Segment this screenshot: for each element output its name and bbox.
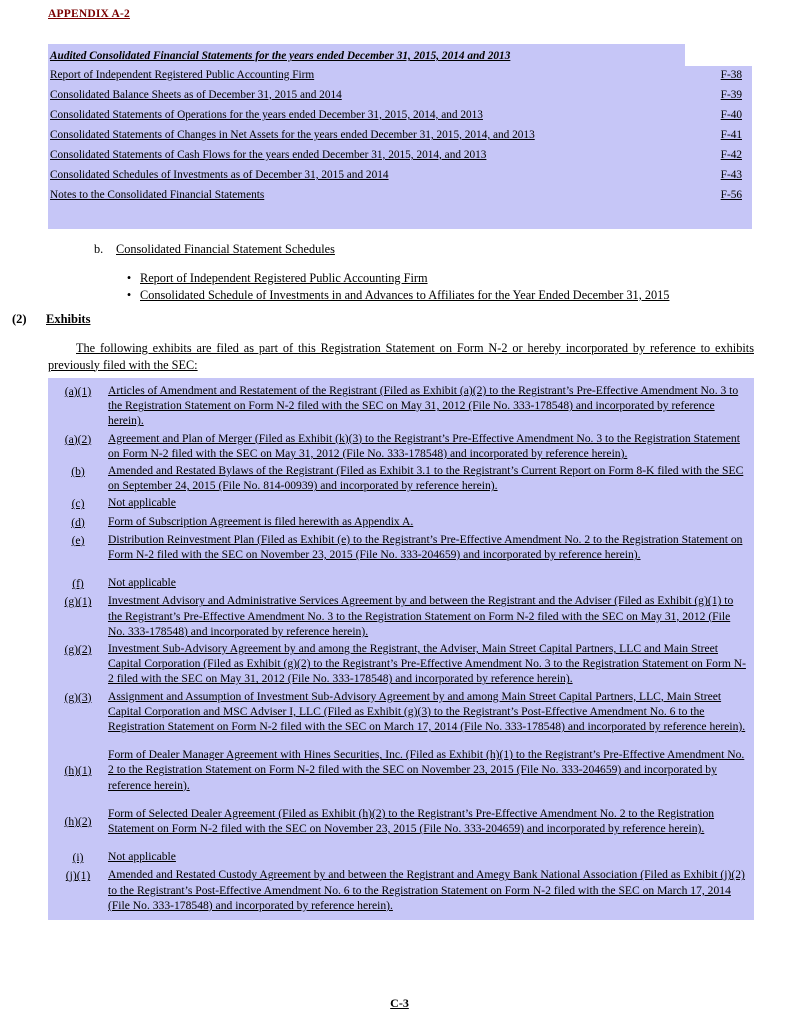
row-spacer <box>48 735 754 746</box>
exhibit-description: Form of Subscription Agreement is filed herewith as Appendix A. <box>108 514 414 528</box>
table-row[interactable] <box>48 462 754 494</box>
toc-row[interactable] <box>48 143 752 163</box>
table-row[interactable] <box>48 382 754 430</box>
exhibit-description: Amended and Restated Custody Agreement by and between the Registrant and Amegy Bank National Association (Filed as Exhibit (j)(2) to the Registrant’s Post-Effective Amendment No. 6 to the Registration Statement on Form N-2 filed with the SEC on March 17, 2014 (File No. 333-178548) and incorporated by reference herein). <box>108 868 745 912</box>
exhibit-description: Not applicable <box>108 850 176 864</box>
table-row[interactable] <box>48 494 754 512</box>
section-b-title: Consolidated Financial Statement Schedules <box>116 242 335 256</box>
toc-row-title: Report of Independent Registered Public Accounting Firm <box>50 69 315 81</box>
exhibits-table <box>48 378 754 920</box>
exhibit-code: (a)(1) <box>64 385 92 398</box>
toc-row[interactable] <box>48 123 752 143</box>
exhibit-code: (a)(2) <box>64 432 92 446</box>
toc-row-page: F-40 <box>720 109 742 121</box>
exhibit-description: Investment Sub-Advisory Agreement by and among the Registrant, the Adviser, Main Street Capital Partners, LLC and Main Street Capital Corporation (Filed as Exhibit (g)(2) to the Registrant’s Pre-Effective Amendment No. 3 to the Registration Statement on Form N-2 filed with the SEC on May 31, 2012 (File No. 333-178548) and incorporated by reference herein). <box>108 642 746 686</box>
exhibit-code <box>48 762 108 778</box>
toc-row[interactable] <box>48 103 752 123</box>
page-title: APPENDIX A-2 <box>48 8 130 20</box>
exhibit-code: (e) <box>71 533 85 547</box>
list-item-label: Consolidated Schedule of Investments in and Advances to Affiliates for the Year Ended December 31, 2015 <box>140 288 670 302</box>
exhibit-code: (g)(1) <box>64 595 92 609</box>
row-spacer <box>48 563 754 574</box>
toc-row-page: F-56 <box>720 189 742 201</box>
list-item <box>118 270 669 287</box>
exhibit-code <box>48 813 108 829</box>
toc-row-page: F-43 <box>720 169 742 181</box>
exhibit-code: (c) <box>71 497 85 511</box>
exhibit-description: Form of Selected Dealer Agreement (Filed as Exhibit (h)(2) to the Registrant’s Pre-Effective Amendment No. 2 to the Registration Statement on Form N-2 filed with the SEC on November 23, 2015 (File No. 333-204659) and incorporated by reference herein). <box>108 806 715 836</box>
section-b-heading <box>94 242 335 257</box>
exhibit-code-text: (h)(1) <box>64 763 92 777</box>
financial-statements-toc <box>48 44 752 203</box>
toc-row-page: F-42 <box>720 149 742 161</box>
table-row[interactable] <box>48 640 754 688</box>
row-spacer <box>48 794 754 805</box>
table-row[interactable] <box>48 848 754 866</box>
toc-row-title: Consolidated Statements of Cash Flows for the years ended December 31, 2015, 2014, and 2013 <box>50 149 487 161</box>
page-number: C-3 <box>390 996 409 1010</box>
toc-row-page: F-39 <box>720 89 742 101</box>
exhibits-heading-label: Exhibits <box>46 312 91 326</box>
toc-row[interactable] <box>48 183 752 203</box>
toc-row-page: F-38 <box>720 69 742 81</box>
exhibits-heading-number: (2) <box>12 312 27 326</box>
toc-row-page: F-41 <box>720 129 742 141</box>
table-row[interactable] <box>48 746 754 794</box>
toc-row[interactable] <box>48 83 752 103</box>
table-row[interactable] <box>48 574 754 592</box>
table-row[interactable] <box>48 592 754 640</box>
list-item-label: Report of Independent Registered Public Accounting Firm <box>140 271 428 285</box>
exhibit-code: (g)(2) <box>64 643 92 657</box>
exhibit-code: (j)(1) <box>65 869 91 883</box>
exhibit-code: (f) <box>72 577 84 591</box>
exhibits-heading <box>12 312 90 327</box>
exhibits-intro-text: The following exhibits are filed as part of this Registration Statement on Form N-2 or hereby incorporated by reference to exhibits previously filed with the SEC: <box>48 341 754 372</box>
exhibit-description: Not applicable <box>108 496 176 510</box>
section-b-label: b. <box>94 242 104 256</box>
table-row[interactable] <box>48 866 754 914</box>
toc-row-title: Consolidated Schedules of Investments as of December 31, 2015 and 2014 <box>50 169 389 181</box>
exhibit-description: Investment Advisory and Administrative Services Agreement by and between the Registrant and the Adviser (Filed as Exhibit (g)(1) to the Registrant’s Pre-Effective Amendment No. 3 to the Registration Statement on Form N-2 filed with the SEC on May 31, 2012 (File No. 333-178548) and incorporated by reference herein). <box>108 594 734 638</box>
exhibit-code: (d) <box>71 515 85 529</box>
section-b-bullet-list <box>118 270 669 304</box>
exhibit-description: Assignment and Assumption of Investment Sub-Advisory Agreement by and among Main Street Capital Partners, LLC, Main Street Capital Corporation and MSC Adviser I, LLC (Filed as Exhibit (g)(3) to the Registrant’s Post-Effective Amendment No. 6 to the Registration Statement on Form N-2 filed with the SEC on March 17, 2014 (File No. 333-178548) and incorporated by reference herein). <box>108 689 746 734</box>
table-row[interactable] <box>48 805 754 837</box>
exhibit-code-text: (h)(2) <box>64 814 92 828</box>
exhibit-description: Form of Dealer Manager Agreement with Hines Securities, Inc. (Filed as Exhibit (h)(1) to the Registrant’s Pre-Effective Amendment No. 2 to the Registration Statement on Form N-2 filed with the SEC on November 23, 2015 (File No. 333-204659) and incorporated by reference herein). <box>108 748 745 792</box>
row-spacer <box>48 837 754 848</box>
table-row[interactable] <box>48 513 754 531</box>
table-row[interactable] <box>48 430 754 462</box>
toc-row[interactable] <box>48 63 752 83</box>
table-row[interactable] <box>48 531 754 563</box>
bullet-icon: • <box>126 271 132 285</box>
toc-row[interactable] <box>48 163 752 183</box>
bullet-icon: • <box>126 288 132 302</box>
exhibit-code: (b) <box>71 465 85 479</box>
exhibit-description: Agreement and Plan of Merger (Filed as Exhibit (k)(3) to the Registrant’s Pre-Effective Amendment No. 3 to the Registration Statement on Form N-2 filed with the SEC on May 31, 2012 (File No. 333-178548) and incorporated by reference herein). <box>108 431 740 460</box>
exhibit-description: Not applicable <box>108 576 176 590</box>
exhibit-description: Articles of Amendment and Restatement of the Registrant (Filed as Exhibit (a)(2) to the Registrant’s Pre-Effective Amendment No. 3 to the Registration Statement on Form N-2 filed with the SEC on May 31, 2012 (File No. 333-178548) and incorporated by reference herein). <box>108 384 739 428</box>
table-row[interactable] <box>48 688 754 736</box>
exhibit-description: Distribution Reinvestment Plan (Filed as Exhibit (e) to the Registrant’s Pre-Effective Amendment No. 2 to the Registration Statement on Form N-2 filed with the SEC on November 23, 2015 (File No. 333-204659) and incorporated by reference herein). <box>108 532 743 562</box>
exhibit-code: (g)(3) <box>64 690 92 704</box>
toc-heading: Audited Consolidated Financial Statements for the years ended December 31, 2015, 2014 and 2013 <box>50 50 511 62</box>
exhibits-intro-paragraph <box>48 340 754 373</box>
toc-row-title: Consolidated Statements of Changes in Net Assets for the years ended December 31, 2015, 2014, and 2013 <box>50 129 535 141</box>
exhibit-code: (i) <box>72 851 84 865</box>
toc-row-title: Consolidated Balance Sheets as of December 31, 2015 and 2014 <box>50 89 342 101</box>
exhibit-description: Amended and Restated Bylaws of the Registrant (Filed as Exhibit 3.1 to the Registrant’s Current Report on Form 8-K filed with the SEC on September 24, 2015 (File No. 814-00939) and incorporated by reference herein). <box>108 464 744 493</box>
toc-row-title: Notes to the Consolidated Financial Statements <box>50 189 265 201</box>
list-item <box>118 287 669 304</box>
toc-row-title: Consolidated Statements of Operations for the years ended December 31, 2015, 2014, and 2013 <box>50 109 483 121</box>
